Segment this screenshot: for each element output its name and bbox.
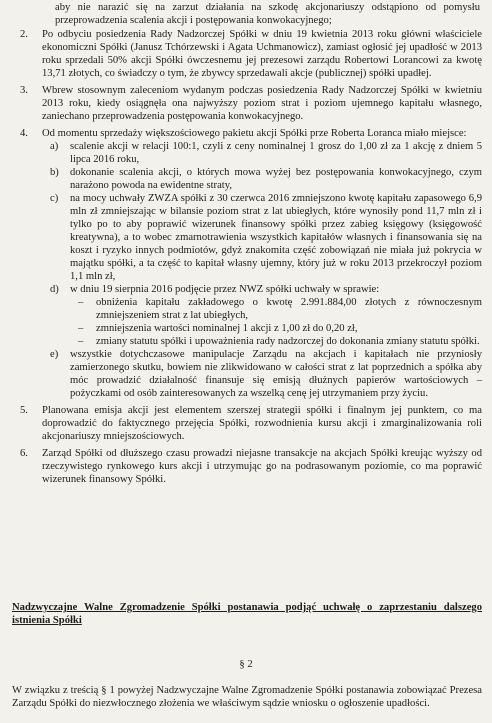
dash-item-text: zmiany statutu spółki i upoważnienia rady nadzorczej do dokonania zmiany statutu spółki. — [96, 336, 480, 347]
point-number: 3. — [20, 85, 28, 96]
point-number: 4. — [20, 128, 28, 139]
point-text: Po odbyciu posiedzenia Rady Nadzorczej Spółki w dniu 19 kwietnia 2013 roku główni właściciele ekonomiczni Spółki (Janusz Tchórzewski i Agata Uchmanowicz), zamiast ogłosić jej upadłość w 2013 roku sprzedali 50% akcji Spółki ówczesnemu jej prezesowi zarządu Robertowi Lorancowi za kwotę 13,71 złotych, co świadczy o tym, że zbywcy sprzedawali akcje (publicznej) spółki upadłej. — [42, 29, 482, 79]
sub-item-text: dokonanie scalenia akcji, o których mowa wyżej bez postępowania konwokacyjnego, czym narażono powoda na ewidentne straty, — [70, 167, 482, 191]
point-text: Zarząd Spółki od dłuższego czasu prowadzi niejasne transakcje na akcjach Spółki kreując wyższy od rzeczywistego rynkowego kurs akcji i utrzymując go na podrasowanym poziomie, co ma poprawić wizerunek finansowy Spółki. — [42, 448, 482, 485]
sub-list-item — [42, 192, 482, 283]
sub-list-item — [42, 283, 482, 348]
dash-marker: – — [78, 336, 84, 347]
list-item — [20, 404, 482, 443]
dash-marker: – — [78, 297, 84, 308]
sub-list-item — [42, 348, 482, 400]
section-mark: § 2 — [239, 659, 253, 670]
numbered-points-list — [20, 28, 482, 486]
dash-list-item — [70, 335, 482, 348]
point-text: Planowana emisja akcji jest elementem szerszej strategii spółki i finalnym jej punktem, co ma doprowadzić do faktycznego przejęcia Spółki, rozwodnienia kursu akcji i zmarginalizowania roli akcjonariuszy mniejszościowych. — [42, 405, 482, 442]
point-number: 5. — [20, 405, 28, 416]
point-text: Wbrew stosownym zaleceniom wydanym podczas posiedzenia Rady Nadzorczej Spółki w kwietniu 2013 roku, kiedy osiągnęła ona najwyższy poziom strat i poziom ujemnego kapitału własnego, zaniechano przeprowadzenia postępowania konwokacyjnego. — [42, 85, 482, 122]
sub-list-item — [42, 140, 482, 166]
list-item — [20, 84, 482, 123]
dash-marker: – — [78, 323, 84, 334]
sub-item-marker: c) — [50, 193, 59, 204]
sub-item-marker: b) — [50, 167, 59, 178]
point-text: Od momentu sprzedaży większościowego pakietu akcji Spółki prze Roberta Loranca miało miejsce: — [42, 128, 467, 139]
point-number: 6. — [20, 448, 28, 459]
dash-item-text: obniżenia kapitału zakładowego o kwotę 2.991.884,00 złotych z równoczesnym zmniejszeniem strat z lat ubiegłych, — [96, 297, 482, 321]
dash-list-item — [70, 296, 482, 322]
final-paragraph: W związku z treścią § 1 powyżej Nadzwyczajne Walne Zgromadzenie Spółki postanawia zobowiązać Prezesa Zarządu Spółki do niezwłocznego złożenia we właściwym sądzie wniosku o ogłoszenie upadłości. — [12, 685, 482, 709]
dash-list — [70, 296, 482, 348]
dash-list-item — [70, 322, 482, 335]
sub-item-marker: a) — [50, 141, 59, 152]
dash-item-text: zmniejszenia wartości nominalnej 1 akcji z 1,00 zł do 0,20 zł, — [96, 323, 358, 334]
sub-item-marker: d) — [50, 284, 59, 295]
sub-list-item — [42, 166, 482, 192]
list-item — [20, 28, 482, 80]
intro-paragraph: aby nie narazić się na zarzut działania na szkodę akcjonariuszy odstąpiono od pomysłu przeprowadzenia scalenia akcji i postępowania konwokacyjnego; — [55, 2, 480, 26]
sub-item-text: na mocy uchwały ZWZA spółki z 30 czerwca 2016 zmniejszono kwotę kapitału zapasowego 6,9 mln zł zmniejszając w bilansie poziom strat z lat ubiegłych, które wynosiły pond 11,7 mln zł i tylko po to aby poprawić wizerunek finansowy spółki przez zabieg księgowy (księgowość kreatywna), a to wobec zmarnotrawienia wszystkich kapitałów własnych i finansowania się na koszt i ryzyko innych podmiotów, gdyż znakomita część zobowiązań nie miała już pokrycia w majątku spółki, a ta część to kapitał własny ujemny, który już w roku 2013 przekroczył poziom 1,1 mln zł, — [70, 193, 482, 282]
sub-list — [42, 140, 482, 400]
point-number: 2. — [20, 29, 28, 40]
sub-item-text: scalenie akcji w relacji 100:1, czyli z ceny nominalnej 1 grosz do 1,00 zł za 1 akcję z dniem 5 lipca 2016 roku, — [70, 141, 482, 165]
sub-item-marker: e) — [50, 349, 59, 360]
list-item — [20, 127, 482, 400]
sub-item-text: w dniu 19 sierpnia 2016 podjęcie przez NWZ spółki uchwały w sprawie: — [70, 284, 380, 295]
resolution-heading: Nadzwyczajne Walne Zgromadzenie Spółki postanawia podjąć uchwałę o zaprzestaniu dalszego istnienia Spółki — [12, 602, 482, 626]
sub-item-text: wszystkie dotychczasowe manipulacje Zarządu na akcjach i kapitałach nie przyniosły zamierzonego skutku, bowiem nie zlikwidowano w całości strat z lat poprzednich a spółka aby móc prowadzić działalność finansuje się emisją dłużnych papierów wartościowych – pożyczkami od osób zainteresowanych za wszelką cenę jej utrzymaniem przy życiu. — [70, 349, 482, 399]
list-item — [20, 447, 482, 486]
